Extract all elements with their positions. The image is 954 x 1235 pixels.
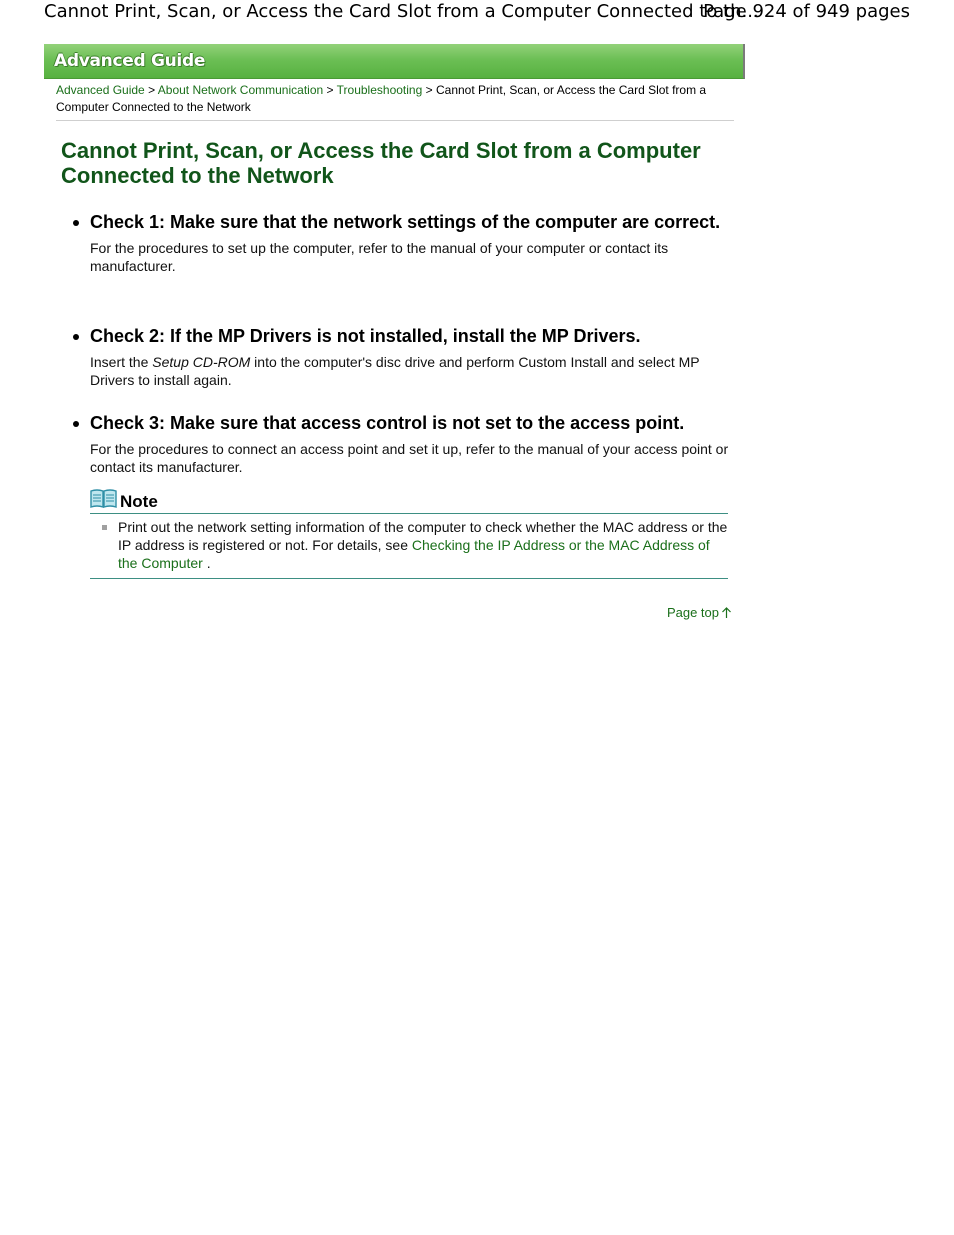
check-2-section — [73, 319, 733, 389]
breadcrumb-link-advanced-guide[interactable]: Advanced Guide — [56, 83, 145, 97]
check-2-heading-text: Check 2: If the MP Drivers is not installed, install the MP Drivers. — [90, 326, 641, 346]
check-2-heading — [73, 319, 733, 353]
check-3-body: For the procedures to connect an access point and set it up, refer to the manual of your access point or contact its manufacturer. — [90, 441, 729, 475]
check-1-heading-text: Check 1: Make sure that the network settings of the computer are correct. — [90, 212, 721, 232]
page-indicator: Page 924 of 949 pages — [703, 1, 910, 22]
check-1-heading — [73, 205, 733, 239]
page-title: Cannot Print, Scan, or Access the Card Slot from a Computer Connected to the Network — [61, 138, 701, 188]
arrow-up-icon — [721, 607, 732, 619]
check-3-heading — [73, 406, 733, 440]
check-3-heading-text: Check 3: Make sure that access control is not set to the access point. — [90, 413, 685, 433]
banner-text: Advanced Guide — [54, 51, 206, 71]
check-1-body: For the procedures to set up the computer, refer to the manual of your computer or contact its manufacturer. — [90, 240, 669, 274]
breadcrumb-separator: > — [425, 83, 433, 97]
note-header — [90, 488, 728, 514]
advanced-guide-banner — [44, 44, 745, 79]
book-icon — [90, 488, 117, 509]
bullet-icon — [73, 334, 79, 340]
setup-cd-rom-emphasis: Setup CD-ROM — [152, 354, 251, 370]
page-top-label: Page top — [666, 605, 719, 620]
divider — [56, 120, 734, 121]
breadcrumb-link-troubleshooting[interactable]: Troubleshooting — [336, 83, 423, 97]
note-label: Note — [120, 492, 158, 511]
note-body — [90, 514, 728, 579]
ip-mac-address-link[interactable]: Checking the IP Address or the MAC Address of the Computer — [118, 537, 710, 571]
check-1-section — [73, 205, 733, 275]
check-2-body-after: into the computer's disc drive and perform Custom Install and select MP Drivers to install again. — [90, 354, 700, 388]
note-box — [90, 488, 728, 579]
breadcrumb-separator: > — [326, 83, 334, 97]
breadcrumb — [56, 82, 732, 116]
square-bullet-icon — [102, 525, 107, 530]
note-text: Print out the network setting information of the computer to check whether the MAC address or the IP address is registered or not. For details, see — [118, 519, 728, 553]
breadcrumb-link-network-communication[interactable]: About Network Communication — [157, 83, 324, 97]
check-3-section — [73, 406, 733, 476]
bullet-icon — [73, 220, 79, 226]
check-2-body-before: Insert the — [90, 354, 153, 370]
check-2-body — [73, 353, 733, 389]
breadcrumb-current: Cannot Print, Scan, or Access the Card Slot from a Computer Connected to the Network — [56, 83, 707, 114]
breadcrumb-separator: > — [148, 83, 156, 97]
page-top-link[interactable] — [667, 605, 732, 620]
print-header — [44, 0, 910, 26]
document-title: Cannot Print, Scan, or Access the Card Slot from a Computer Connected to th... — [44, 1, 759, 22]
bullet-icon — [73, 421, 79, 427]
note-text-end: . — [202, 555, 211, 571]
